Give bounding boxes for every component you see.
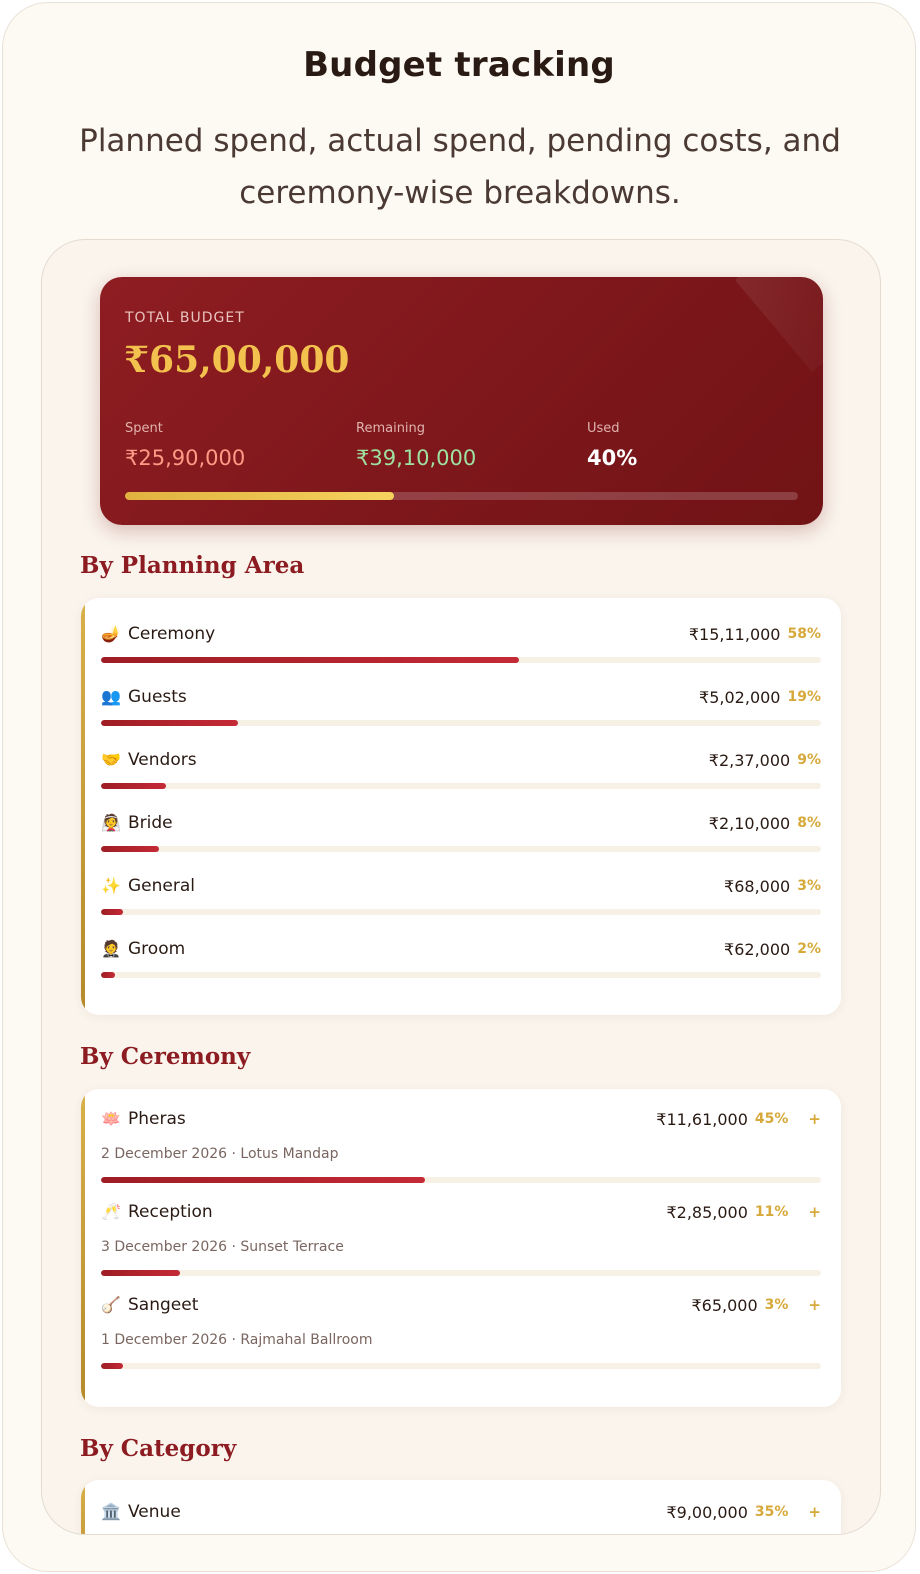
remaining-value: ₹39,10,000 [356,446,477,470]
row-values [689,622,821,646]
row-amount: ₹2,85,000 [666,1202,748,1222]
row-header [101,1293,821,1317]
row-progress-fill [101,972,115,978]
budget-progress-fill [125,492,394,500]
row-percent: 3% [797,878,821,894]
remaining-stat [356,421,476,470]
row-progress-fill [101,846,159,852]
category-row-venue[interactable] [101,1500,821,1535]
row-label: Ceremony [128,624,216,644]
row-label: Vendors [128,750,197,770]
bride-icon: 👰 [101,813,121,832]
row-progress-track [101,657,821,663]
guests-icon: 👥 [101,687,121,706]
row-progress-fill [101,1177,425,1183]
row-progress-fill [101,720,238,726]
row-percent: 8% [797,815,821,831]
row-label: Guests [128,687,187,707]
row-progress-fill [101,657,519,663]
row-header [101,937,821,961]
row-amount: ₹68,000 [724,876,791,896]
ceremony-row-reception[interactable] [101,1200,821,1280]
total-budget-amount: ₹65,00,000 [124,339,350,381]
row-progress-fill [101,1270,180,1276]
row-values [666,1200,821,1224]
planning-area-row-ceremony[interactable] [101,622,821,678]
add-expense-button[interactable]: + [808,1110,821,1128]
row-progress-track [101,1177,821,1183]
page-container [2,2,916,1572]
row-values [724,937,821,961]
row-percent: 9% [797,752,821,768]
row-values [709,748,821,772]
section-title-ceremony: By Ceremony [80,1043,251,1070]
row-label: Groom [128,939,186,959]
row-percent: 3% [764,1297,789,1313]
total-budget-label: TOTAL BUDGET [125,310,245,326]
toast-glasses-icon: 🥂 [101,1202,121,1221]
row-progress-track [101,1270,821,1276]
row-progress-fill [101,1363,123,1369]
planning-area-row-groom[interactable] [101,937,821,993]
used-value: 40% [587,446,638,470]
add-expense-button[interactable]: + [808,1203,821,1221]
row-progress-track [101,720,821,726]
planning-area-row-general[interactable] [101,874,821,930]
handshake-icon: 🤝 [101,750,121,769]
ceremony-panel [81,1089,841,1407]
row-amount: ₹11,61,000 [656,1109,748,1129]
section-title-category: By Category [80,1435,237,1462]
row-progress-track [101,783,821,789]
venue-building-icon: 🏛️ [101,1502,121,1521]
diya-lamp-icon: 🪔 [101,624,121,643]
row-percent: 11% [754,1204,789,1220]
row-amount: ₹15,11,000 [688,624,781,644]
row-percent: 45% [754,1111,789,1127]
sparkles-icon: ✨ [101,876,121,895]
row-percent: 58% [787,626,821,642]
row-values [699,685,821,709]
music-instrument-icon: 🪕 [101,1295,121,1314]
row-values [656,1107,821,1131]
ceremony-row-sangeet[interactable] [101,1293,821,1373]
row-progress-fill [101,909,123,915]
row-progress-track [101,846,821,852]
row-subtitle: 3 December 2026 · Sunset Terrace [101,1239,344,1255]
row-values [691,1293,821,1317]
row-progress-track [101,909,821,915]
category-panel [81,1480,841,1535]
row-header [101,1500,821,1524]
page-subline: Planned spend, actual spend, pending costs, and ceremony-wise breakdowns. [79,123,841,211]
row-amount: ₹2,10,000 [708,813,791,833]
row-amount: ₹62,000 [724,939,791,959]
row-header [101,1107,821,1131]
spent-stat [125,421,245,470]
row-subtitle: 1 December 2026 · Rajmahal Ballroom [101,1332,373,1348]
add-expense-button[interactable]: + [808,1503,821,1521]
row-header [101,874,821,898]
used-label: Used [587,421,620,436]
ceremony-row-pheras[interactable] [101,1107,821,1187]
row-amount: ₹5,02,000 [699,687,781,707]
row-header [101,1200,821,1224]
row-label: Reception [128,1202,213,1222]
spent-label: Spent [125,421,163,436]
planning-area-row-vendors[interactable] [101,748,821,804]
budget-progress-track [125,492,798,500]
planning-area-panel [81,598,841,1015]
page-headline: Budget tracking [303,45,615,85]
lotus-icon: 🪷 [101,1109,121,1128]
row-percent: 35% [754,1504,789,1520]
row-values [666,1500,821,1524]
add-expense-button[interactable]: + [808,1296,821,1314]
row-header [101,685,821,709]
row-progress-track [101,1363,821,1369]
row-label: Sangeet [128,1295,199,1315]
app-screen [41,239,881,1535]
row-label: Venue [128,1502,181,1522]
remaining-label: Remaining [356,421,426,436]
row-header [101,811,821,835]
row-percent: 2% [797,941,821,957]
row-progress-fill [101,783,166,789]
row-label: Bride [128,813,173,833]
row-amount: ₹2,37,000 [708,750,791,770]
row-progress-track [101,972,821,978]
planning-area-row-bride[interactable] [101,811,821,867]
total-budget-card[interactable] [100,277,823,525]
row-header [101,622,821,646]
row-header [101,748,821,772]
row-amount: ₹9,00,000 [666,1502,748,1522]
section-title-planning-area: By Planning Area [80,552,305,579]
row-subtitle: 2 December 2026 · Lotus Mandap [101,1146,339,1162]
used-stat [587,421,637,470]
row-amount: ₹65,000 [691,1295,758,1315]
groom-icon: 🤵 [101,939,121,958]
row-values [709,811,821,835]
row-label: Pheras [128,1109,186,1129]
spent-value: ₹25,90,000 [125,446,246,470]
planning-area-row-guests[interactable] [101,685,821,741]
row-percent: 19% [787,689,821,705]
row-values [724,874,821,898]
row-label: General [128,876,195,896]
